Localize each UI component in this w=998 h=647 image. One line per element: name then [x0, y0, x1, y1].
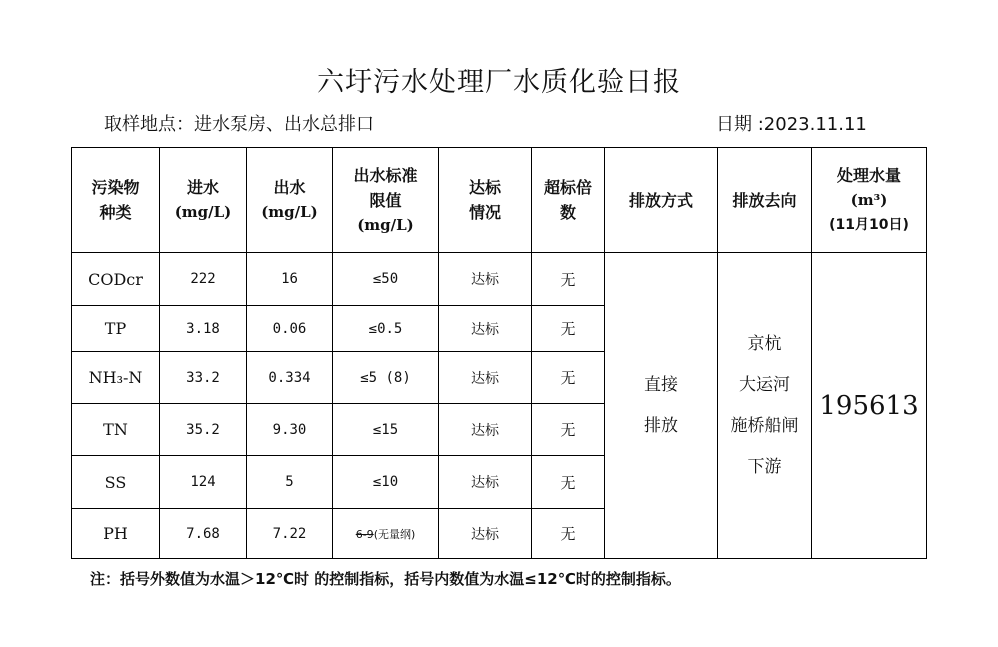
limit-cell: ≤10 — [333, 456, 439, 509]
exceed-cell: 无 — [532, 509, 605, 559]
limit-cell: ≤0.5 — [333, 306, 439, 352]
limit-cell — [333, 509, 439, 559]
influent-cell: 222 — [160, 253, 247, 306]
status-cell: 达标 — [439, 253, 532, 306]
report-title: 六圩污水处理厂水质化验日报 — [317, 67, 681, 98]
header-row — [72, 148, 927, 253]
water-quality-table — [71, 147, 927, 559]
header-limit: 出水标准 限值 (mg/L) — [333, 148, 439, 253]
effluent-cell: 9.30 — [247, 404, 333, 456]
influent-cell: 3.18 — [160, 306, 247, 352]
status-cell: 达标 — [439, 456, 532, 509]
header-effluent: 出水 (mg/L) — [247, 148, 333, 253]
effluent-cell: 7.22 — [247, 509, 333, 559]
discharge-method-cell: 直接 排放 — [605, 253, 718, 559]
pollutant-cell: PH — [72, 509, 160, 559]
header-pollutant: 污染物 种类 — [72, 148, 160, 253]
limit-cell: ≤50 — [333, 253, 439, 306]
limit-note: (无量纲) — [373, 527, 416, 541]
sampling-location: 取样地点：进水泵房、出水总排口 — [104, 114, 374, 135]
header-volume: 处理水量 (m³) (11月10日) — [812, 148, 927, 253]
pollutant-cell: NH₃-N — [72, 352, 160, 404]
footnote: 注：括号外数值为水温＞12℃时 的控制指标，括号内数值为水温≤12℃时的控制指标。 — [90, 570, 681, 588]
header-influent: 进水 (mg/L) — [160, 148, 247, 253]
report-date: 日期 :2023.11.11 — [716, 114, 867, 135]
pollutant-cell: CODcr — [72, 253, 160, 306]
effluent-cell: 0.334 — [247, 352, 333, 404]
pollutant-cell: SS — [72, 456, 160, 509]
status-cell: 达标 — [439, 352, 532, 404]
discharge-destination-cell: 京杭 大运河 施桥船闸 下游 — [718, 253, 812, 559]
limit-range: 6-9 — [355, 527, 374, 541]
effluent-cell: 5 — [247, 456, 333, 509]
header-discharge-method: 排放方式 — [605, 148, 718, 253]
table-row — [72, 253, 927, 306]
effluent-cell: 16 — [247, 253, 333, 306]
limit-cell: ≤5 (8) — [333, 352, 439, 404]
status-cell: 达标 — [439, 509, 532, 559]
exceed-cell: 无 — [532, 306, 605, 352]
header-discharge-destination: 排放去向 — [718, 148, 812, 253]
exceed-cell: 无 — [532, 352, 605, 404]
exceed-cell: 无 — [532, 456, 605, 509]
header-exceed: 超标倍 数 — [532, 148, 605, 253]
exceed-cell: 无 — [532, 404, 605, 456]
volume-cell: 195613 — [812, 253, 927, 559]
influent-cell: 35.2 — [160, 404, 247, 456]
influent-cell: 124 — [160, 456, 247, 509]
effluent-cell: 0.06 — [247, 306, 333, 352]
pollutant-cell: TN — [72, 404, 160, 456]
status-cell: 达标 — [439, 306, 532, 352]
limit-cell: ≤15 — [333, 404, 439, 456]
influent-cell: 7.68 — [160, 509, 247, 559]
exceed-cell: 无 — [532, 253, 605, 306]
pollutant-cell: TP — [72, 306, 160, 352]
influent-cell: 33.2 — [160, 352, 247, 404]
status-cell: 达标 — [439, 404, 532, 456]
header-status: 达标 情况 — [439, 148, 532, 253]
